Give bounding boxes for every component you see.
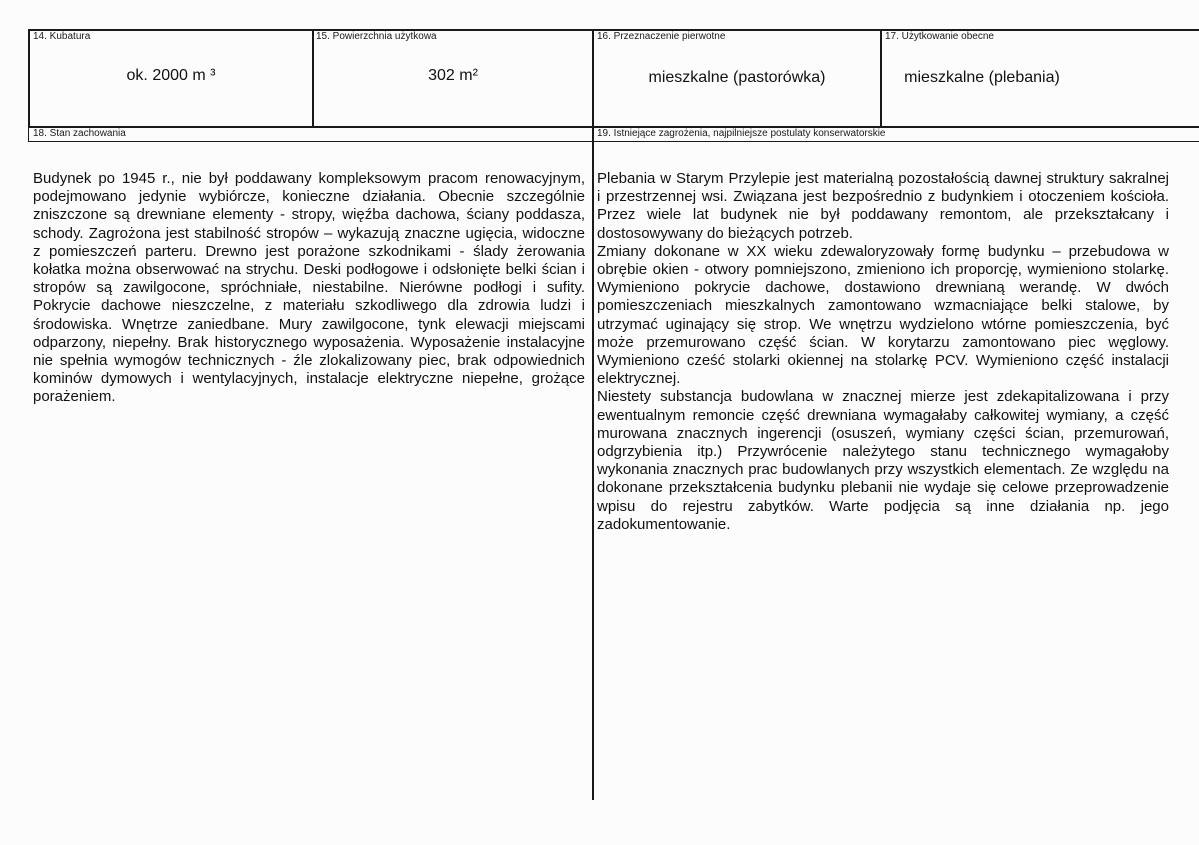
stan-zachowania-paragraph: Budynek po 1945 r., nie był poddawany kompleksowym pracom renowacyjnym, podejmowano jedynie wybiórcze, konieczne działania. Obecnie szczególnie zniszczone są drewniane elementy - stropy, więźba dachowa, ściany poddasza, schody. Zagrożona jest stabilność stropów – wykazują znaczne ugięcia, widoczne z pomieszczeń parteru. Drewno jest porażone szkodnikami - ślady żerowania kołatka można obserwować na strychu. Deski podłogowe i odsłonięte belki ścian i stropów są zawilgocone, spróchniałe, niestabilne. Nierówne podłogi i sufity. Pokrycie dachowe nieszczelne, z materiału szkodliwego dla zdrowia ludzi i środowiska. Wnętrze zaniedbane. Mury zawilgocone, tynk elewacji miejscami odparzony, niepełny. Brak historycznego wyposażenia. Wyposażenie instalacyjne nie spełnia wymogów technicznych - źle zlokalizowany piec, brak odpowiednich kominów dymowych i wentylacyjnych, instalacje elektryczne niepełne, grożące porażeniem. [33, 170, 585, 406]
kubatura-label: 14. Kubatura [33, 31, 91, 42]
zagrozenia-paragraph-1: Plebania w Starym Przylepie jest materialną pozostałością dawnej struktury sakralnej i przestrzennej wsi. Związana jest bezpośrednio z budynkiem i otoczeniem kościoła. Przez wiele lat budynek nie był poddawany remontom, ale przekształcany i dostosowywany do bieżących potrzeb. [597, 170, 1169, 242]
przeznaczenie-value: mieszkalne (pastorówka) [648, 69, 826, 86]
przeznaczenie-label: 16. Przeznaczenie pierwotne [597, 31, 726, 42]
uzytkowanie-label: 17. Użytkowanie obecne [885, 31, 994, 42]
col-divider-19 [592, 126, 594, 800]
stan-zachowania-label: 18. Stan zachowania [33, 128, 126, 139]
row2-header-border [28, 141, 1199, 142]
powierzchnia-value: 302 m² [428, 67, 478, 84]
powierzchnia-label: 15. Powierzchnia użytkowa [316, 31, 437, 42]
uzytkowanie-value: mieszkalne (plebania) [904, 69, 1060, 86]
zagrozenia-paragraph-2: Zmiany dokonane w XX wieku zdewaloryzowały formę budynku – przebudowa w obrębie okien - otwory pomniejszono, zmieniono ich proporcję, wymieniono stolarkę. Wymieniono pokrycie dachowe, dostawiono drewnianą werandę. W dwóch pomieszczeniach mieszkalnych zamontowano wzmacniające belki stalowe, by utrzymać uginający się strop. We wnętrzu wydzielono wtórne pomieszczenia, być może przemurowano część ścian. W korytarzu zamontowano piec węglowy. Wymieniono cześć stolarki okiennej na stolarkę PCV. Wymieniono część instalacji elektrycznej. [597, 242, 1169, 388]
zagrozenia-paragraph-3: Niestety substancja budowlana w znacznej mierze jest zdekapitalizowana i przy ewentualnym remoncie część drewniana wymagałaby całkowitej wymiany, a część murowana znacznych ingerencji (osuszeń, wymiany części ścian, przemurowań, odgrzybienia itp.) Przywrócenie należytego stanu technicznego wymagałoby wykonania znacznych prac budowlanych przy wszystkich elementach. Ze względu na dokonane przekształcenia budynku plebanii nie wydaje się celowe przeprowadzenie wpisu do rejestru zabytków. Warte podjęcia są inne działania np. jego zadokumentowanie. [597, 388, 1169, 533]
zagrozenia-text [597, 170, 1169, 534]
left-border-row2 [28, 126, 29, 142]
zagrozenia-label: 19. Istniejące zagrożenia, najpilniejsze postulaty konserwatorskie [597, 128, 886, 139]
stan-zachowania-text [33, 170, 585, 407]
kubatura-value: ok. 2000 m ³ [126, 67, 216, 84]
